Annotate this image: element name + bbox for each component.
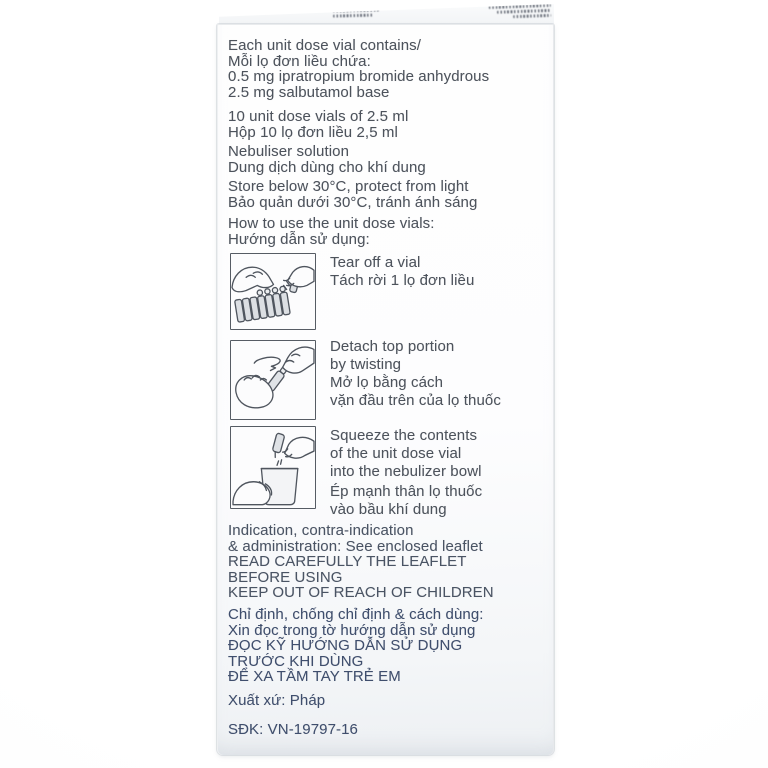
microprint-row xyxy=(497,9,551,14)
microprint-row xyxy=(333,8,379,12)
text-line: vào bầu khí dung xyxy=(330,501,447,518)
text-line: ĐỂ XA TẦM TAY TRẺ EM xyxy=(228,668,401,685)
text-line: 2.5 mg salbutamol base xyxy=(228,83,390,101)
text-line: Detach top portion xyxy=(330,338,455,355)
text-line: Dung dịch dùng cho khí dung xyxy=(228,158,426,176)
dosage-form-text xyxy=(228,144,426,175)
text-line: ĐỌC KỸ HƯỚNG DẪN SỬ DỤNG xyxy=(228,637,463,654)
text-line: KEEP OUT OF REACH OF CHILDREN xyxy=(228,584,494,601)
tear-off-vial-icon xyxy=(231,254,315,329)
text-line: 10 unit dose vials of 2.5 ml xyxy=(228,108,409,125)
text-line: Ép mạnh thân lọ thuốc xyxy=(330,483,483,500)
text-line: by twisting xyxy=(330,356,402,373)
text-line: READ CAREFULLY THE LEAFLET xyxy=(228,553,467,570)
text-line: BEFORE USING xyxy=(228,568,343,586)
composition-text xyxy=(228,38,489,100)
text-line: of the unit dose vial xyxy=(330,445,462,462)
microprint-row xyxy=(333,13,373,17)
text-line: Tear off a vial xyxy=(330,254,421,271)
text-line: 0.5 mg ipratropium bromide anhydrous xyxy=(228,68,490,85)
storage-text xyxy=(228,179,477,210)
step-1-text xyxy=(330,254,474,290)
text-line: How to use the unit dose vials: xyxy=(228,215,435,232)
box-front-panel xyxy=(217,24,554,755)
indication-text-en xyxy=(228,523,494,601)
squeeze-into-bowl-icon xyxy=(231,427,315,508)
text-line: Tách rời 1 lọ đơn liều xyxy=(330,272,475,289)
step-3-vi-text xyxy=(330,483,482,519)
squeeze-into-bowl-illustration xyxy=(230,426,316,509)
microprint-row xyxy=(513,13,551,17)
text-line: Chỉ định, chống chỉ định & cách dùng: xyxy=(228,606,484,623)
text-line: Each unit dose vial contains/ xyxy=(228,37,422,54)
origin-text xyxy=(228,693,325,709)
indication-text-vi xyxy=(228,607,484,685)
text-line: Store below 30°C, protect from light xyxy=(228,178,469,195)
pack-size-text xyxy=(228,109,408,140)
batch-print-left xyxy=(333,8,381,19)
text-line: vặn đầu trên của lọ thuốc xyxy=(330,392,501,409)
box-top-face xyxy=(219,4,554,26)
text-line: & administration: See enclosed leaflet xyxy=(228,537,483,555)
text-line: SĐK: VN-19797-16 xyxy=(228,721,359,738)
text-line: Xuất xứ: Pháp xyxy=(228,692,326,709)
text-line: Xin đọc trong tờ hướng dẫn sử dụng xyxy=(228,621,476,639)
text-line: Squeeze the contents xyxy=(330,427,478,444)
text-line: Hướng dẫn sử dụng: xyxy=(228,230,370,248)
batch-print-right xyxy=(487,4,551,21)
step-3-text xyxy=(330,427,482,519)
text-line: Nebuliser solution xyxy=(228,143,350,160)
text-line: TRƯỚC KHI DÙNG xyxy=(228,652,364,670)
text-line: Hộp 10 lọ đơn liều 2,5 ml xyxy=(228,123,398,141)
usage-heading xyxy=(228,216,435,247)
step-2-text xyxy=(330,338,501,410)
registration-text xyxy=(228,722,358,738)
text-line: into the nebulizer bowl xyxy=(330,463,482,480)
text-line: Mỗi lọ đơn liều chứa: xyxy=(228,52,371,70)
text-line: Indication, contra-indication xyxy=(228,522,414,539)
tear-off-vial-illustration xyxy=(230,253,316,330)
text-line: Bảo quản dưới 30°C, tránh ánh sáng xyxy=(228,193,478,211)
text-line: Mở lọ bằng cách xyxy=(330,374,444,391)
twist-top-icon xyxy=(231,341,315,419)
twist-top-illustration xyxy=(230,340,316,420)
